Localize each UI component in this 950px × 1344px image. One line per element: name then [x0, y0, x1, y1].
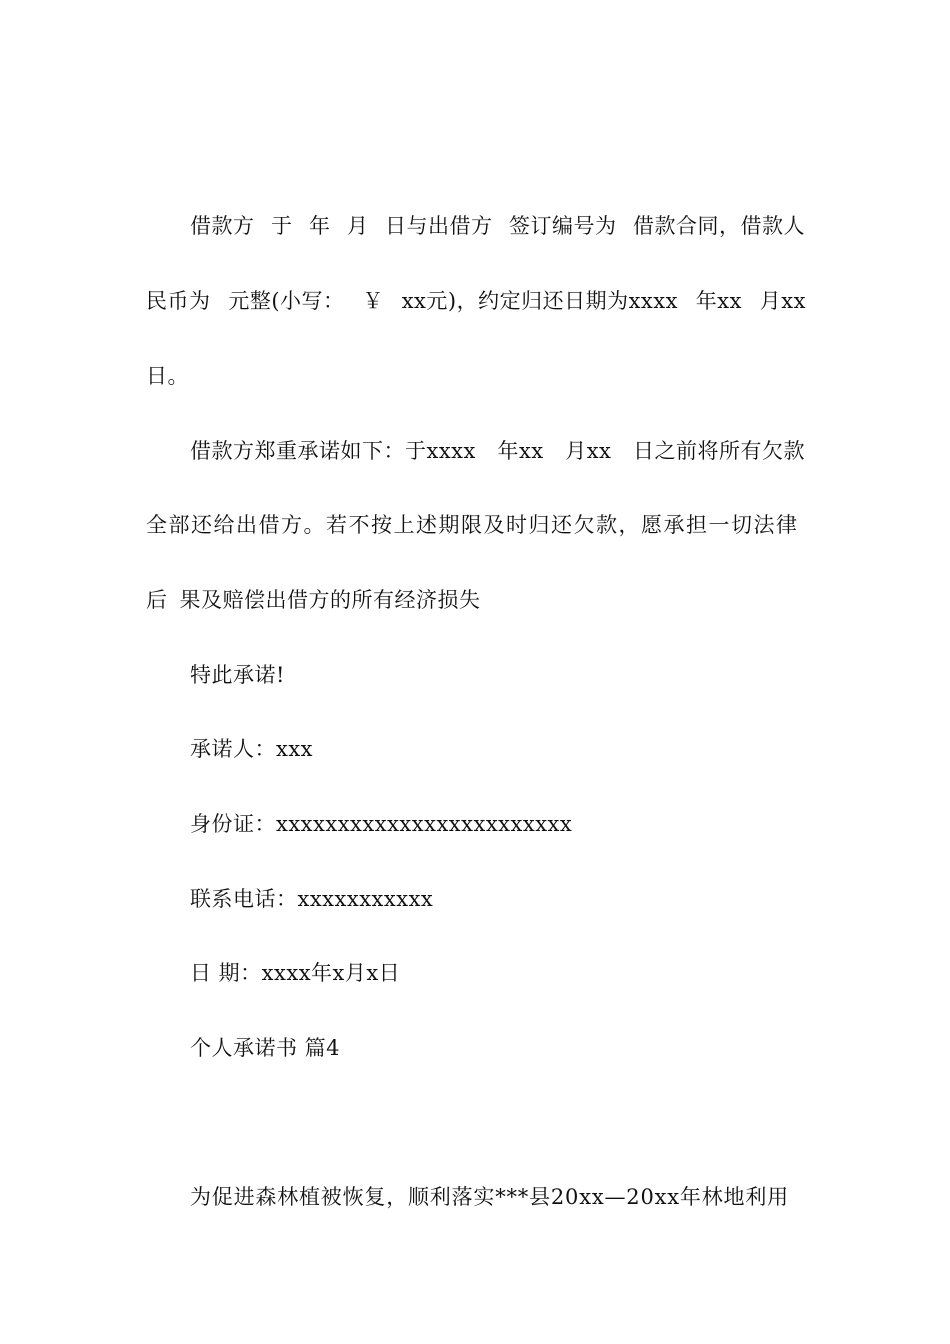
- phone-line: 联系电话：xxxxxxxxxxx: [190, 887, 434, 911]
- text-segment: 签订编号为: [509, 214, 617, 238]
- text-segment: 元整(小写：: [228, 289, 345, 313]
- paragraph-2-line-2: 全部还给出借方。若不按上述期限及时归还欠款，愿承担一切法律: [146, 513, 799, 537]
- text-segment: 月xx: [759, 289, 806, 313]
- text-segment: 月xx: [565, 439, 612, 463]
- text-segment: 后: [146, 588, 168, 612]
- closing-statement: 特此承诺!: [190, 663, 285, 687]
- text-segment: 借款方: [190, 214, 255, 238]
- paragraph-2-line-1: [190, 436, 805, 466]
- paragraph-1-line-2: [146, 286, 806, 316]
- paragraph-2-line-3: [146, 585, 481, 615]
- text-segment: 年xx: [497, 439, 544, 463]
- text-segment: 月: [347, 214, 369, 238]
- text-segment: 民币为: [146, 289, 211, 313]
- text-segment: ￥: [362, 289, 384, 313]
- text-segment: 借款合同，借款人: [633, 214, 805, 238]
- paragraph-1-line-3: 日。: [146, 364, 189, 388]
- text-segment: 日与出借方: [385, 214, 493, 238]
- text-segment: 于: [271, 214, 293, 238]
- text-segment: 年: [309, 214, 331, 238]
- date-line: 日 期：xxxx年x月x日: [190, 961, 401, 985]
- paragraph-3-line-1: 为促进森林植被恢复，顺利落实***县20xx—20xx年林地利用: [190, 1185, 789, 1209]
- text-segment: 日之前将所有欠款: [632, 439, 805, 463]
- text-segment: 年xx: [695, 289, 742, 313]
- paragraph-1-line-1: [190, 211, 805, 241]
- promisor-line: 承诺人：xxx: [190, 737, 314, 761]
- id-card-line: 身份证：xxxxxxxxxxxxxxxxxxxxxxxx: [190, 812, 573, 836]
- text-segment: 借款方郑重承诺如下：于xxxx: [190, 439, 476, 463]
- section-title: 个人承诺书 篇4: [190, 1036, 341, 1060]
- text-segment: xx元)，约定归还日期为xxxx: [401, 289, 678, 313]
- text-segment: 果及赔偿出借方的所有经济损失: [179, 588, 481, 612]
